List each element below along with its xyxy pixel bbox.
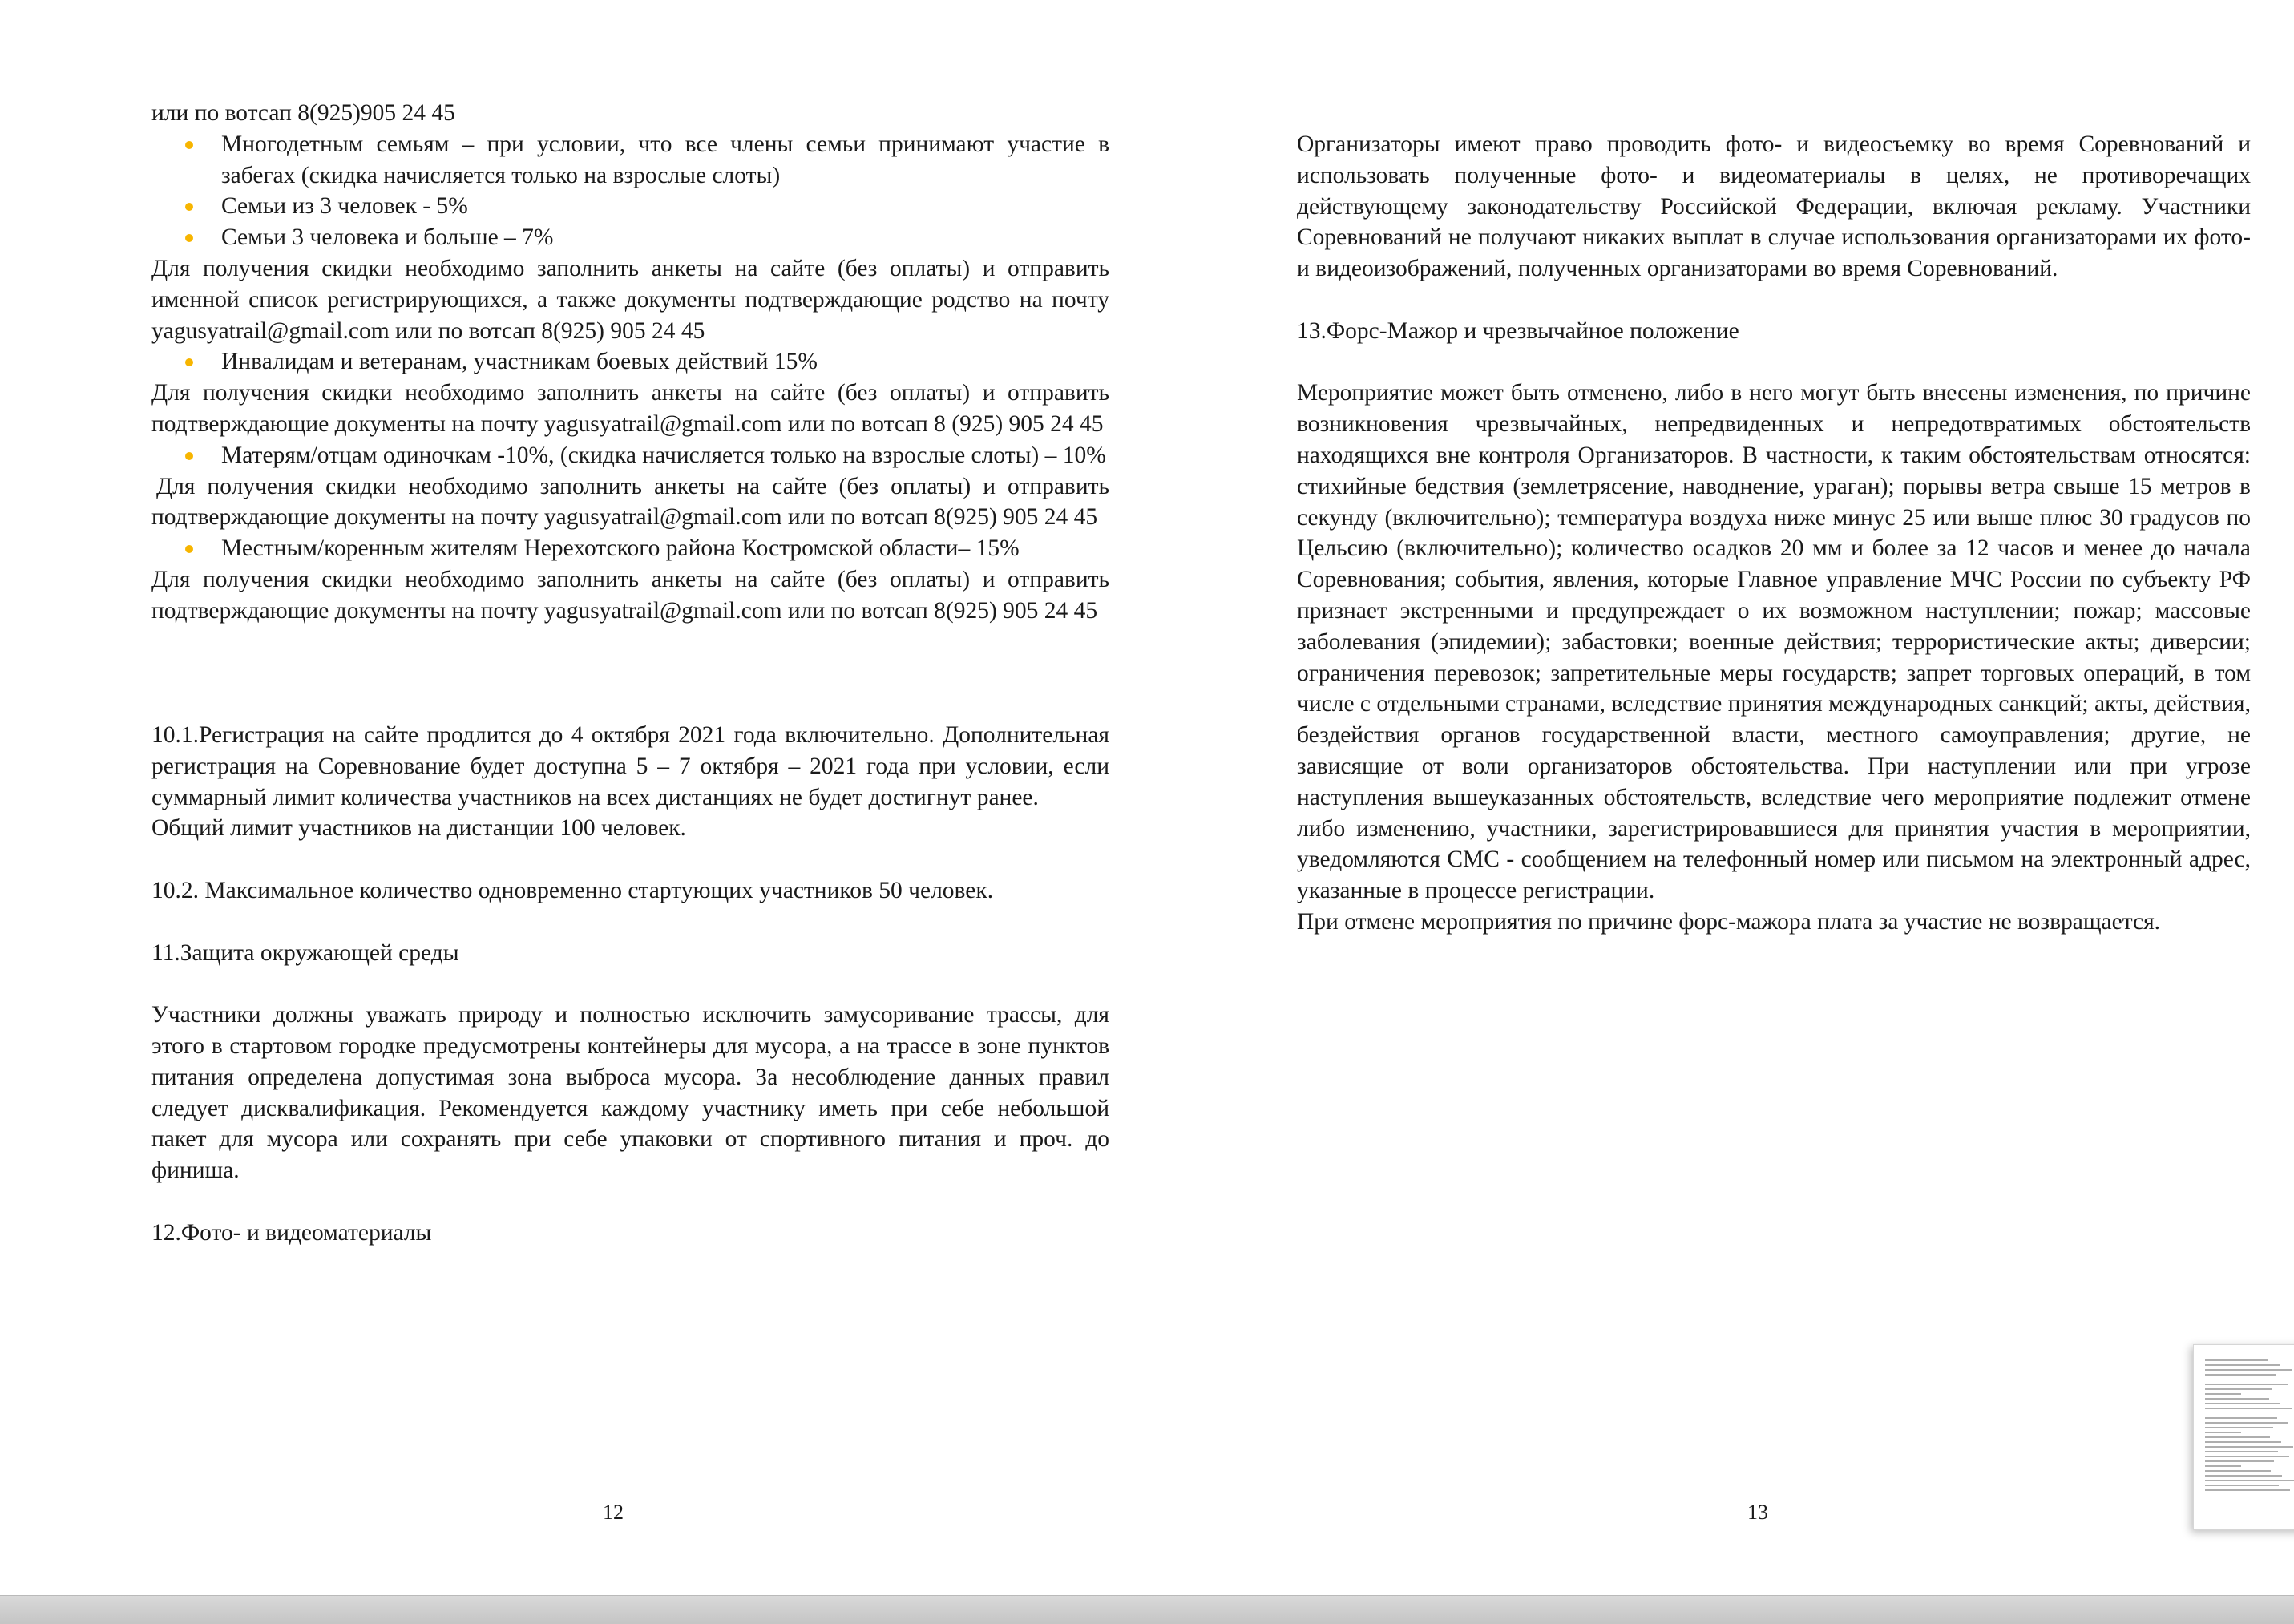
registration-section-10-1: 10.1.Регистрация на сайте продлится до 4 октября 2021 года включительно. Дополнительная регистрация на Соревнование будет доступна 5 – 7 октября – 2021 года при условии, если суммарный лимит количества участников на всех дистанциях не будет достигнут ранее. — [151, 721, 1109, 810]
thumbnail-line — [2205, 1384, 2288, 1385]
thumbnail-line — [2205, 1489, 2290, 1491]
discount-bullet-item — [151, 440, 1109, 471]
spacer — [151, 627, 1109, 689]
bullet-text: Семьи 3 человека и больше – 7% — [221, 224, 554, 251]
page-thumbnail-preview[interactable] — [2193, 1344, 2294, 1530]
discount-list-families — [151, 129, 1109, 253]
bullet-text: Матерям/отцам одиночкам -10%, (скидка начисляется только на взрослые слоты) – 10% — [221, 442, 1106, 468]
page-number-13: 13 — [1747, 1501, 1768, 1524]
thumbnail-line — [2205, 1470, 2271, 1472]
thumbnail-line — [2205, 1427, 2273, 1428]
spacer — [151, 689, 1109, 720]
spacer — [151, 1186, 1109, 1218]
registration-section-10-2: 10.2. Максимальное количество одновременно стартующих участников 50 человек. — [151, 877, 994, 903]
window-bottom-bar — [0, 1595, 2294, 1624]
discount-instructions-locals: Для получения скидки необходимо заполнить анкеты на сайте (без оплаты) и отправить подтверждающие документы на почту yagusyatrail@gmail.com или по вотсап 8(925) 905 24 45 — [151, 566, 1109, 624]
thumbnail-line — [2205, 1432, 2241, 1433]
document-page-12 — [0, 0, 1147, 1595]
thumbnail-line — [2205, 1436, 2270, 1438]
discount-bullet-item — [151, 533, 1109, 564]
thumbnail-line — [2205, 1417, 2277, 1419]
registration-limit: Общий лимит участников на дистанции 100 человек. — [151, 815, 686, 842]
bullet-text: Многодетным семьям – при условии, что все члены семьи принимают участие в забегах (скидка начисляется только на взрослые слоты) — [221, 131, 1109, 188]
spacer — [1297, 347, 2251, 378]
discount-bullet-item — [151, 222, 1109, 253]
thumbnail-line — [2205, 1364, 2280, 1366]
bullet-dot-icon — [185, 203, 193, 211]
spacer — [151, 844, 1109, 875]
discount-list-veterans — [151, 346, 1109, 378]
bullet-dot-icon — [185, 234, 193, 242]
bullet-text: Семьи из 3 человек - 5% — [221, 193, 468, 220]
thumbnail-line — [2205, 1446, 2293, 1448]
thumbnail-line — [2205, 1422, 2288, 1424]
page-13-text-column — [1297, 129, 2251, 938]
section-heading-11: 11.Защита окружающей среды — [151, 939, 459, 966]
thumbnail-line — [2205, 1408, 2292, 1409]
page-number-12: 12 — [603, 1501, 624, 1524]
thumbnail-line — [2205, 1451, 2278, 1452]
document-page-13 — [1147, 0, 2294, 1595]
discount-bullet-item — [151, 191, 1109, 222]
bullet-text: Местным/коренным жителям Нерехотского района Костромской области– 15% — [221, 535, 1020, 562]
discount-instructions-families: Для получения скидки необходимо заполнить анкеты на сайте (без оплаты) и отправить именной список регистрирующихся, а также документы подтверждающие родство на почту yagusyatrail@gmail.com или по вотсап 8(925) 905 24 45 — [151, 255, 1109, 344]
discount-bullet-item — [151, 346, 1109, 378]
spacer — [1297, 285, 2251, 316]
discount-instructions-veterans: Для получения скидки необходимо заполнить анкеты на сайте (без оплаты) и отправить подтверждающие документы на почту yagusyatrail@gmail.com или по вотсап 8 (925) 905 24 45 — [151, 380, 1109, 437]
thumbnail-line — [2205, 1465, 2241, 1467]
bullet-dot-icon — [185, 141, 193, 149]
thumbnail-line — [2205, 1359, 2268, 1361]
bullet-text: Инвалидам и ветеранам, участникам боевых действий 15% — [221, 349, 818, 375]
page-12-text-column — [151, 98, 1109, 1248]
photo-video-paragraph: Организаторы имеют право проводить фото- и видеосъемку во время Соревнований и использовать полученные фото- и видеоматериалы в целях, не противоречащих действующему законодательству Российской Федерации, включая рекламу. Участники Соревнований не получают никаких выплат в случае использования организаторами их фото- и видеоизображений, полученных организаторами во время Соревнований. — [1297, 131, 2251, 282]
discount-list-single-parents — [151, 440, 1109, 471]
bullet-dot-icon — [185, 545, 193, 553]
thumbnail-line — [2205, 1475, 2282, 1477]
spacer — [151, 968, 1109, 1000]
section-heading-12: 12.Фото- и видеоматериалы — [151, 1219, 432, 1246]
bullet-dot-icon — [185, 452, 193, 460]
refund-paragraph: При отмене мероприятия по причине форс-мажора плата за участие не возвращается. — [1297, 908, 2161, 935]
bullet-dot-icon — [185, 358, 193, 366]
section-heading-13: 13.Форс-Мажор и чрезвычайное положение — [1297, 317, 1739, 344]
thumbnail-line — [2205, 1398, 2269, 1400]
thumbnail-line — [2205, 1374, 2276, 1376]
thumbnail-line — [2205, 1369, 2292, 1371]
contact-line: или по вотсап 8(925)905 24 45 — [151, 100, 455, 126]
spacer — [151, 907, 1109, 938]
force-majeure-paragraph: Мероприятие может быть отменено, либо в него могут быть внесены изменения, по причине возникновения чрезвычайных, непредвиденных и непредотвратимых обстоятельств находящихся вне контроля Организаторов. В частности, к таким обстоятельствам относятся: стихийные бедствия (землетрясение, наводнение, ураган); порывы ветра свыше 15 метров в секунду (включительно); температура воздуха ниже минус 25 или выше плюс 30 градусов по Цельсию (включительно); количество осадков 20 мм и более за 12 часов и менее до начала Соревнования; события, явления, которые Главное управление МЧС России по субъекту РФ признает экстренными и предупреждает о их возможном наступлении; пожар; массовые заболевания (эпидемии); забастовки; военные действия; террористические акты; диверсии; ограничения перевозок; запретительные меры государств; запрет торговых операций, в том числе с отдельными странами, вследствие принятия международных санкций; акты, действия, бездействия органов государственной власти, местного самоуправления; другие, не зависящие от воли организаторов обстоятельства. При наступлении или при угрозе наступления вышеуказанных обстоятельств, вследствие чего мероприятие подлежит отмене либо изменению, участники, зарегистрировавшиеся для принятия участия в мероприятии, уведомляются СМС - сообщением на телефонный номер или письмом на электронный адрес, указанные в процессе регистрации. — [1297, 380, 2251, 904]
thumbnail-text-lines — [2205, 1359, 2294, 1494]
thumbnail-line — [2205, 1403, 2280, 1404]
discount-bullet-item — [151, 129, 1109, 192]
thumbnail-line — [2205, 1480, 2294, 1481]
thumbnail-line — [2205, 1460, 2274, 1462]
thumbnail-line — [2205, 1485, 2279, 1486]
discount-list-locals — [151, 533, 1109, 564]
thumbnail-line — [2205, 1456, 2289, 1457]
environment-paragraph: Участники должны уважать природу и полностью исключить замусоривание трассы, для этого в стартовом городке предусмотрены контейнеры для мусора, а на трассе в зоне пунктов питания определена допустимая зона выброса мусора. За несоблюдение данных правил следует дисквалификация. Рекомендуется каждому участнику иметь при себе небольшой пакет для мусора или сохранять при себе упаковки от спортивного питания и проч. до финиша. — [151, 1002, 1109, 1184]
thumbnail-line — [2205, 1393, 2241, 1395]
discount-instructions-single-parents: Для получения скидки необходимо заполнить анкеты на сайте (без оплаты) и отправить подтверждающие документы на почту yagusyatrail@gmail.com или по вотсап 8(925) 905 24 45 — [151, 473, 1109, 531]
thumbnail-line — [2205, 1388, 2272, 1390]
thumbnail-line — [2205, 1441, 2281, 1443]
